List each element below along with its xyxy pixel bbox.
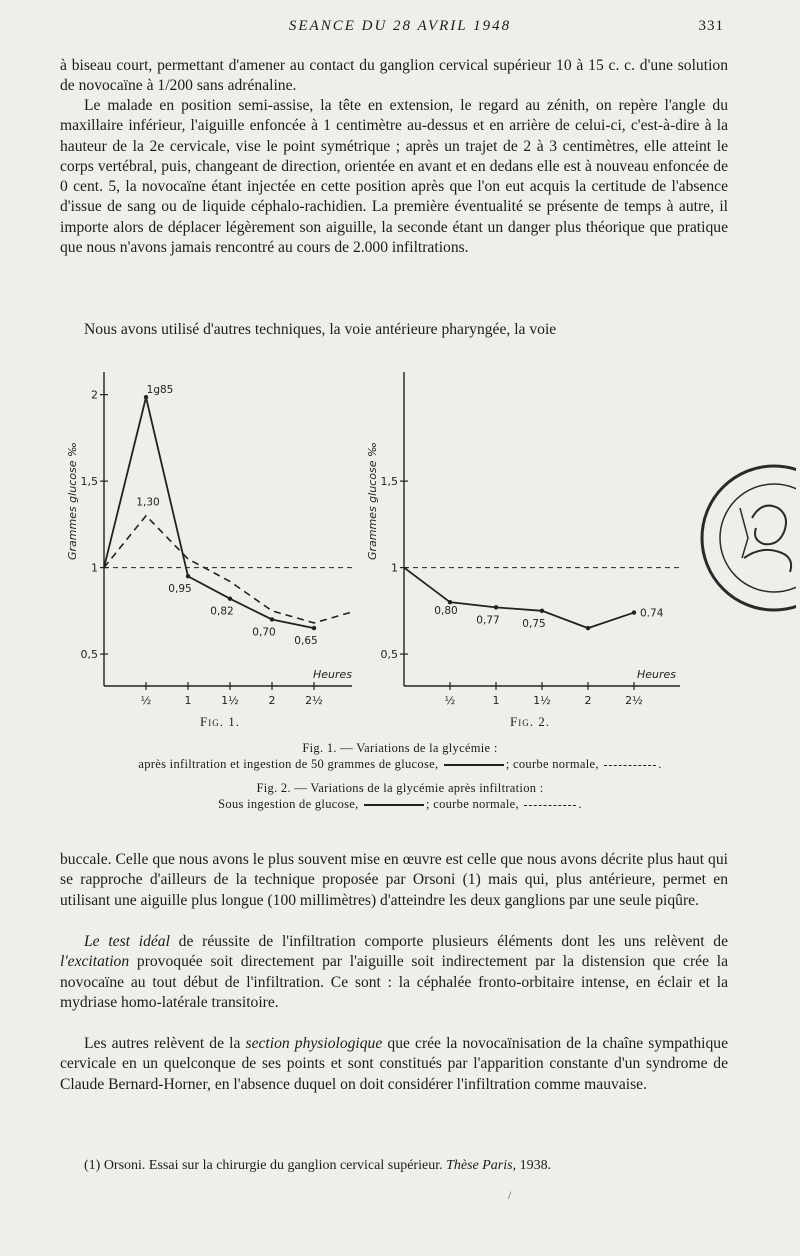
dashed-line-legend xyxy=(604,765,656,766)
caption-2-line-1: Fig. 2. — Variations de la glycémie après infiltration : xyxy=(256,781,544,795)
y-tick-label: 1,5 xyxy=(380,475,398,489)
paragraph-1: à biseau court, permettant d'amener au contact du ganglion cervical supérieur 10 à 15 c. c. d'une solution de novocaïne à 1/200 sans adrénaline. xyxy=(60,57,728,95)
paragraph-6-b: que crée la novocaïnisation de la chaîne sympathique cervicale en un quelconque de ses points et sont constitués par l'apparition constante d'un syndrome de Claude Bernard-Horner, en l'absence duquel on doit considérer l'infiltration comme mauvaise. xyxy=(60,1035,728,1093)
x-tick-label: 2 xyxy=(268,694,276,707)
data-point xyxy=(494,605,498,609)
data-label: 0,65 xyxy=(294,635,318,648)
y-axis-label: Grammes glucose ‰ xyxy=(366,442,379,561)
pen-mark: / xyxy=(508,1188,512,1202)
solid-series-line xyxy=(404,568,634,629)
y-axis-label: Grammes glucose ‰ xyxy=(66,442,79,561)
y-tick-label: 1 xyxy=(91,561,98,575)
x-axis-label: Heures xyxy=(636,668,676,681)
data-point xyxy=(632,610,636,614)
caption-1-line-2: après infiltration et ingestion de 50 grammes de glucose, ; courbe normale, . xyxy=(138,757,662,771)
emphasis-section-physiologique: section physiologique xyxy=(245,1035,383,1052)
stamp-seal-icon xyxy=(700,448,796,628)
solid-line-legend xyxy=(364,804,424,806)
figure-1-caption xyxy=(60,740,740,772)
solid-series-line xyxy=(104,397,314,628)
x-tick-label: ½ xyxy=(140,694,152,707)
paragraph-2: Le malade en position semi-assise, la tête en extension, le regard au zénith, on repère l'angle du maxillaire inférieur, l'aiguille enfoncée à 1 centimètre au-dessus et en arrière de celui-ci, c'est-à-dire à la hauteur de la 2e cervicale, vise le point symétrique ; après un trajet de 2 à 3 centimètres, elle atteint le corps vertébral, puis, changeant de direction, orientée en avant et en dedans elle est à nouveau enfoncée de 0 cent. 5, la novocaïne étant injectée en cette position après que l'on eut acquis la certitude de l'absence d'issue de sang ou de liquide céphalo-rachidien. La première éventualité se présente de temps à autre, il importe alors de déplacer légèrement son aiguille, la seconde étant un danger plus théorique que pratique que nous n'avons jamais rencontré au cours de 2.000 infiltrations. xyxy=(60,97,728,257)
figure-2-svg xyxy=(352,362,692,707)
header-title: SEANCE DU 28 AVRIL 1948 xyxy=(288,18,512,34)
figure-1-chart xyxy=(52,362,352,707)
footnote-text: (1) Orsoni. Essai sur la chirurgie du ganglion cervical supérieur. xyxy=(84,1158,447,1173)
y-tick-label: 1,5 xyxy=(80,475,98,489)
figure-1-label: Fig. 1. xyxy=(200,714,240,729)
x-tick-label: 2½ xyxy=(625,694,643,707)
paragraph-4: buccale. Celle que nous avons le plus souvent mise en œuvre est celle que nous avons décrite plus haut qui se rapproche d'ailleurs de la technique proposée par Orsoni (1) mais qui, plus antérieure, permet en utilisant une aiguille plus longue (100 millimètres) d'atteindre les deux ganglions par une seule piqûre. xyxy=(60,851,728,909)
y-tick-label: 2 xyxy=(91,388,98,402)
paragraph-6 xyxy=(60,1034,728,1095)
data-label: 0,75 xyxy=(522,617,546,630)
data-point xyxy=(312,626,316,630)
x-tick-label: 2 xyxy=(584,694,592,707)
figure-2-chart xyxy=(352,362,692,707)
x-tick-label: 1 xyxy=(492,694,500,707)
data-point xyxy=(186,574,190,578)
footnote xyxy=(60,1158,728,1174)
paragraph-3: Nous avons utilisé d'autres techniques, la voie antérieure pharyngée, la voie xyxy=(84,321,557,338)
data-label: 0,82 xyxy=(210,605,234,618)
emphasis-excitation: l'excitation xyxy=(60,953,130,971)
data-point xyxy=(448,600,452,604)
x-tick-label: 1½ xyxy=(533,694,551,707)
emphasis-test-ideal: Le test idéal xyxy=(84,933,170,950)
footnote-tail: , 1938. xyxy=(512,1158,552,1173)
y-tick-label: 0,5 xyxy=(380,648,398,662)
figure-2-caption xyxy=(60,780,740,812)
page-number: 331 xyxy=(698,18,724,34)
caption-1-text-a: après infiltration et ingestion de 50 grammes de glucose, xyxy=(138,757,439,771)
caption-2-text-b: ; courbe normale, xyxy=(426,797,519,811)
y-tick-label: 0,5 xyxy=(80,648,98,662)
x-tick-label: 2½ xyxy=(305,694,323,707)
footnote-emphasis: Thèse Paris xyxy=(446,1158,513,1173)
data-label: 1g85 xyxy=(146,384,174,397)
y-tick-label: 1 xyxy=(391,561,398,575)
caption-2-text-a: Sous ingestion de glucose, xyxy=(218,797,359,811)
dashed-line-legend xyxy=(524,805,576,806)
paragraph-5-b: provoquée soit directement par l'aiguille soit indirectement par la distension que crée la novocaïne au tout début de l'infiltration. Ce sont : la céphalée fronto-orbitaire intense, en éclair et la mydriase homo-latérale transitoire. xyxy=(60,953,728,1011)
solid-line-legend xyxy=(444,764,504,766)
data-label: 0,77 xyxy=(476,614,500,627)
paragraph-5 xyxy=(60,932,728,1013)
caption-1-line-1: Fig. 1. — Variations de la glycémie : xyxy=(302,741,498,755)
figure-2-label: Fig. 2. xyxy=(510,714,550,729)
data-point xyxy=(540,609,544,613)
data-label: 1,30 xyxy=(136,496,160,509)
paragraph-5-a: de réussite de l'infiltration comporte plusieurs éléments dont les uns relèvent de xyxy=(169,933,728,950)
data-label: 0,70 xyxy=(252,626,276,639)
data-point xyxy=(228,597,232,601)
data-label: 0,80 xyxy=(434,605,458,618)
x-tick-label: 1½ xyxy=(221,694,239,707)
caption-1-text-b: ; courbe normale, xyxy=(505,757,599,771)
caption-2-line-2: Sous ingestion de glucose, ; courbe normale, . xyxy=(218,797,582,811)
data-label: 0.74 xyxy=(640,607,664,620)
data-label: 0,95 xyxy=(168,583,192,596)
data-point xyxy=(270,617,274,621)
figure-1-svg xyxy=(52,362,352,707)
running-header xyxy=(0,18,800,42)
x-tick-label: 1 xyxy=(184,694,192,707)
library-stamp xyxy=(700,448,796,633)
x-tick-label: ½ xyxy=(444,694,456,707)
data-point xyxy=(586,626,590,630)
x-axis-label: Heures xyxy=(312,668,352,681)
paragraph-6-a: Les autres relèvent de la xyxy=(84,1035,246,1052)
